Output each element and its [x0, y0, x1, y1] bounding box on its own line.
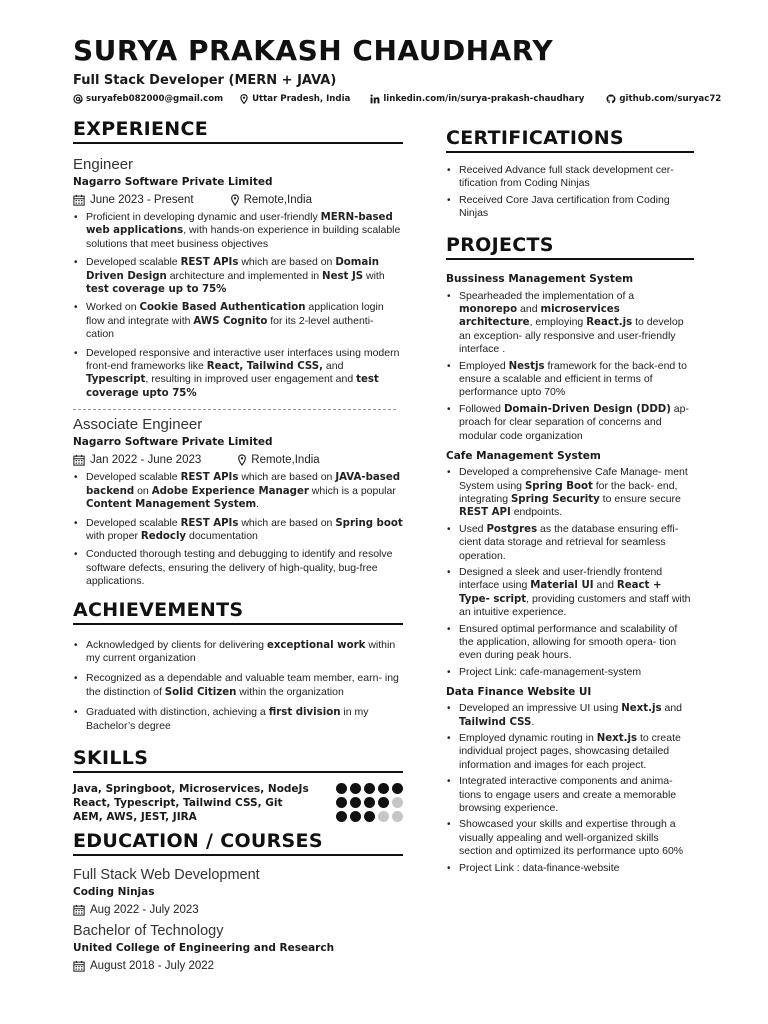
bold-keyword: Postgres — [486, 523, 538, 535]
bold-keyword: Spring Security — [510, 493, 600, 505]
bold-keyword: Domain Driven Design — [86, 257, 380, 282]
bullet-item: • Project Link : data-finance-website — [446, 862, 694, 875]
education-entry — [73, 922, 403, 973]
skill-text: React, Typescript, Tailwind CSS, Git — [73, 796, 283, 809]
projects-heading: PROJECTS — [446, 233, 554, 256]
candidate-role: Full Stack Developer (MERN + JAVA) — [73, 73, 337, 88]
skill-row — [73, 810, 403, 824]
skill-dot-empty — [378, 811, 389, 822]
bullet-item: • Developed an impressive UI using Next.js and Tailwind CSS. — [446, 702, 694, 729]
bold-keyword: REST APIs — [180, 517, 239, 529]
bold-keyword: Nestjs — [508, 360, 545, 372]
certification-bullets — [446, 164, 694, 221]
contact-email-text: suryafeb082000@gmail.com — [86, 94, 224, 104]
bold-keyword: Domain-Driven Design (DDD) — [503, 403, 671, 415]
bullet-item: • Developed scalable REST APIs which are based on JAVA-based backend on Adobe Experience Manager which is a popular Content Management System. — [73, 471, 403, 511]
job-location — [237, 453, 319, 467]
linkedin-icon — [370, 94, 380, 104]
contact-github-text: github.com/suryac72 — [619, 94, 722, 104]
map-pin-icon — [230, 194, 240, 206]
job-location-text: Remote,India — [251, 454, 320, 467]
education-org: Coding Ninjas — [73, 885, 155, 898]
skill-dot-filled — [336, 811, 347, 822]
resume-header — [73, 34, 733, 104]
education-org: United College of Engineering and Research — [73, 941, 335, 954]
education-title: Full Stack Web Development — [73, 866, 260, 883]
education-meta — [73, 959, 403, 973]
bold-keyword: React + Type- script — [459, 580, 662, 605]
job-title: Engineer — [73, 156, 134, 173]
bold-keyword: JAVA-based backend — [86, 472, 401, 497]
experience-section — [73, 118, 403, 589]
bold-keyword: first division — [268, 707, 341, 719]
bullet-item: • Spearheaded the implementation of a monorepo and microservices architecture, employing React.js to develop an exception- ally responsive and user-friendly interface . — [446, 290, 694, 357]
section-divider — [73, 623, 403, 625]
bold-keyword: REST APIs — [180, 472, 239, 484]
certifications-section — [446, 127, 694, 221]
bullet-item: • Received Advance full stack development cer- tification from Coding Ninjas — [446, 164, 694, 191]
contact-email[interactable] — [73, 94, 223, 104]
project-bullets — [446, 702, 694, 875]
bullet-item: • Proficient in developing dynamic and user-friendly MERN-based web applications, with hands-on experience in building scalable solutions that meet business objectives — [73, 211, 403, 251]
bold-keyword: Typescript — [86, 374, 146, 386]
job-location — [230, 193, 312, 207]
skill-dot-filled — [378, 797, 389, 808]
education-dates: Aug 2022 - July 2023 — [90, 903, 199, 916]
job-bullets — [73, 211, 403, 400]
bullet-item: • Employed Nestjs framework for the back-end to ensure a scalable and efficient in terms of performance upto 70% — [446, 360, 694, 400]
bold-keyword: Next.js — [596, 733, 638, 744]
bullet-item: • Worked on Cookie Based Authentication application login flow and integrate with AWS Cognito for its 2-level authenti- cation — [73, 301, 403, 341]
contact-linkedin[interactable] — [370, 94, 584, 104]
skill-list — [73, 782, 403, 824]
bullet-item: • Conducted thorough testing and debugging to identify and resolve software defects, ensuring the delivery of high-quality, bug-free applications. — [73, 548, 403, 588]
at-sign-icon — [73, 94, 83, 104]
contact-linkedin-text: linkedin.com/in/surya-prakash-chaudhary — [383, 94, 585, 104]
skill-dot-filled — [336, 783, 347, 794]
job-meta — [73, 193, 403, 207]
job-dates: June 2023 - Present — [90, 194, 194, 206]
projects-section — [446, 234, 694, 875]
education-entry — [73, 866, 403, 917]
map-pin-icon — [239, 94, 249, 104]
skill-dot-filled — [392, 783, 403, 794]
left-column — [73, 118, 403, 973]
achievements-heading: ACHIEVEMENTS — [73, 598, 244, 621]
bold-keyword: Spring boot — [335, 517, 403, 529]
education-title: Bachelor of Technology — [73, 922, 224, 939]
job-entry — [73, 416, 403, 588]
section-divider — [446, 151, 694, 153]
education-heading: EDUCATION / COURSES — [73, 829, 323, 852]
bold-keyword: Material UI — [530, 580, 594, 592]
bold-keyword: test coverage upto 75% — [86, 374, 379, 399]
skill-dot-empty — [392, 797, 403, 808]
github-icon — [606, 94, 616, 104]
bullet-item: • Recognized as a dependable and valuable team member, earn- ing the distinction of Solid Citizen within the organization — [73, 672, 403, 699]
skills-section — [73, 747, 403, 824]
bold-keyword: Spring Boot — [524, 480, 593, 492]
company-name: Nagarro Software Private Limited — [73, 436, 273, 449]
bold-keyword: Redocly — [140, 530, 187, 542]
section-divider — [73, 142, 403, 144]
skill-text: AEM, AWS, JEST, JIRA — [73, 810, 197, 823]
education-meta — [73, 903, 403, 917]
company-name: Nagarro Software Private Limited — [73, 176, 273, 188]
bold-keyword: Content Management System — [86, 499, 257, 511]
skill-level — [333, 811, 403, 822]
contact-bar — [73, 94, 733, 104]
bullet-item: • Ensured optimal performance and scalability of the application, allowing for smooth opera- tion even during peak hours. — [446, 623, 694, 663]
bold-keyword: Solid Citizen — [164, 686, 237, 698]
bold-keyword: REST API — [459, 507, 511, 519]
bold-keyword: monorepo — [459, 304, 518, 316]
bold-keyword: exceptional work — [266, 639, 366, 651]
project-entry — [446, 272, 694, 443]
calendar-icon — [73, 904, 85, 916]
bold-keyword: React.js — [586, 317, 633, 329]
bold-keyword: REST APIs — [180, 257, 239, 269]
bullet-item: • Acknowledged by clients for delivering exceptional work within my current organization — [73, 639, 403, 666]
skill-row — [73, 782, 403, 796]
section-divider — [446, 258, 694, 260]
contact-location-text: Uttar Pradesh, India — [252, 94, 351, 104]
bold-keyword: React, Tailwind CSS, — [206, 361, 323, 373]
project-title: Data Finance Website UI — [446, 686, 592, 699]
bold-keyword: MERN-based web applications — [86, 212, 393, 237]
skill-text: Java, Springboot, Microservices, NodeJs — [73, 782, 309, 795]
education-section — [73, 830, 403, 973]
map-pin-icon — [237, 454, 247, 466]
bold-keyword: Nest JS — [322, 270, 364, 282]
bullet-item: • Showcased your skills and expertise through a visually appealing and well-organized skills section and optimized its performance upto 60% — [446, 818, 694, 858]
calendar-icon — [73, 194, 85, 206]
section-divider — [73, 854, 403, 856]
bullet-item: • Graduated with distinction, achieving a first division in my Bachelor’s degree — [73, 706, 403, 733]
candidate-name: SURYA PRAKASH CHAUDHARY — [73, 34, 554, 67]
project-bullets — [446, 466, 694, 679]
bullet-item: • Developed a comprehensive Cafe Manage- ment System using Spring Boot for the back- end, integrating Spring Security to ensure secure REST API endpoints. — [446, 466, 694, 520]
skill-level — [333, 783, 403, 794]
skill-dot-filled — [364, 783, 375, 794]
skill-row — [73, 796, 403, 810]
skill-dot-filled — [364, 811, 375, 822]
bullet-item: • Developed scalable REST APIs which are based on Spring boot with proper Redocly documentation — [73, 517, 403, 544]
project-entry — [446, 449, 694, 679]
project-entry — [446, 685, 694, 875]
bullet-item: • Project Link: cafe-management-system — [446, 666, 694, 679]
bullet-item: • Developed responsive and interactive user interfaces using modern front-end frameworks like React, Tailwind CSS, and Typescript, resulting in improved user engagement and test coverage upto 75% — [73, 347, 403, 401]
job-dates: Jan 2022 - June 2023 — [90, 454, 202, 467]
achievement-bullets — [73, 639, 403, 733]
bold-keyword: Next.js — [621, 703, 662, 715]
calendar-icon — [73, 454, 85, 466]
skill-dot-filled — [350, 783, 361, 794]
skill-dot-filled — [378, 783, 389, 794]
bold-keyword: Tailwind CSS — [459, 716, 532, 728]
bold-keyword: test coverage up to 75% — [86, 284, 227, 296]
skills-heading: SKILLS — [73, 746, 149, 769]
contact-location — [239, 94, 350, 104]
achievements-section — [73, 599, 403, 733]
job-entry — [73, 156, 403, 400]
certifications-heading: CERTIFICATIONS — [446, 127, 624, 149]
bold-keyword: Cookie Based Authentication — [139, 302, 306, 314]
bullet-item: • Received Core Java certification from Coding Ninjas — [446, 194, 694, 221]
right-column — [446, 127, 694, 875]
skill-dot-filled — [336, 797, 347, 808]
job-bullets — [73, 471, 403, 588]
bold-keyword: microservices architecture — [459, 304, 620, 329]
education-dates: August 2018 - July 2022 — [90, 959, 215, 972]
bullet-item: • Followed Domain-Driven Design (DDD) ap- proach for clear separation of concerns and modular code organization — [446, 403, 694, 443]
bold-keyword: Adobe Experience Manager — [151, 485, 309, 497]
skill-dot-filled — [350, 811, 361, 822]
section-divider — [73, 771, 403, 773]
job-location-text: Remote,India — [243, 194, 312, 206]
skill-dot-filled — [364, 797, 375, 808]
bullet-item: • Integrated interactive components and anima- tions to engage users and create a memorable browsing experience. — [446, 775, 694, 815]
project-title: Bussiness Management System — [446, 272, 634, 285]
contact-github[interactable] — [606, 94, 721, 104]
calendar-icon — [73, 960, 85, 972]
skill-level — [333, 797, 403, 808]
bullet-item: • Designed a sleek and user-friendly frontend interface using Material UI and React + Type- script, providing customers and staff with an intuitive experience. — [446, 566, 694, 620]
job-meta — [73, 453, 403, 467]
bullet-item: • Used Postgres as the database ensuring effi- cient data storage and retrieval for seamless operation. — [446, 523, 694, 563]
project-title: Cafe Management System — [446, 450, 601, 463]
experience-heading: EXPERIENCE — [73, 118, 209, 140]
job-title: Associate Engineer — [73, 416, 203, 434]
skill-dot-empty — [392, 811, 403, 822]
skill-dot-filled — [350, 797, 361, 808]
project-bullets — [446, 290, 694, 443]
bullet-item: • Developed scalable REST APIs which are based on Domain Driven Design architecture and implemented in Nest JS with test coverage up to 75% — [73, 256, 403, 296]
bullet-item: • Employed dynamic routing in Next.js to create individual project pages, showcasing detailed information and images for each project. — [446, 732, 694, 772]
bold-keyword: AWS Cognito — [193, 315, 268, 327]
job-separator — [73, 409, 396, 410]
